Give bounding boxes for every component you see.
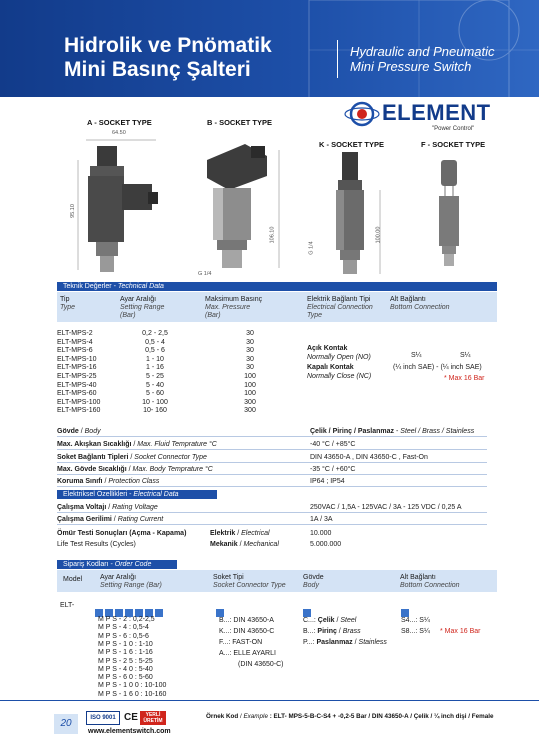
col-setting-range: Ayar Aralığı Setting Range (Bar) [120, 296, 165, 319]
order-code-line: M P S - 4 0 : 5-40 [98, 665, 153, 673]
product-drawing-f [425, 150, 485, 280]
closed-contact-en: Normally Close (NC) [307, 373, 372, 380]
order-socket-item: F...: FAST-ON [219, 639, 263, 646]
dim-a-width: 64.50 [112, 130, 126, 136]
col-type: Tip Type [60, 296, 76, 311]
order-col-range: Ayar Aralığı Setting Range (Bar) [100, 574, 162, 589]
tech-row-max: 30 [246, 347, 254, 355]
order-col-model: Model [63, 576, 83, 583]
order-socket-item: K...: DIN 43650-C [219, 628, 275, 635]
iso-certificate-badge: ISO 9001 [86, 711, 120, 725]
section-technical-data: Teknik Değerler - Technical Data [57, 282, 497, 291]
order-code-line: M P S - 1 6 0 : 10-160 [98, 690, 167, 698]
tech-row-max: 30 [246, 330, 254, 337]
order-code-line: M P S - 2 5 : 5-25 [98, 657, 153, 665]
closed-contact-label: Kapalı Kontak [307, 364, 354, 371]
electrical-voltage: Çalışma Voltajı / Rating Voltage 250VAC / 1,5A - 125VAC / 3A - 125 VDC / 0,25 A [57, 502, 487, 513]
tech-row-range: 10- 160 [143, 407, 167, 415]
order-socket-item: A...: ELLE AYARLI [219, 650, 276, 657]
bottom-desc: (¼ inch SAE) - (¼ inch SAE) [393, 364, 482, 371]
tech-row-type: ELT-MPS-160 [57, 407, 101, 415]
feature-protection: Koruma Sınıfı / Protection Class IP64 ; IP54 [57, 476, 487, 487]
page-number: 20 [54, 714, 78, 734]
tech-row-type: ELT-MPS-2 [57, 330, 93, 337]
tech-row-type: ELT-MPS-10 [57, 355, 97, 363]
open-contact-label: Açık Kontak [307, 345, 348, 352]
dim-k-thread: G 1/4 [308, 241, 315, 255]
electrical-current: Çalışma Gerilimi / Rating Current 1A / 3A [57, 514, 487, 525]
tech-row-range: 5 - 40 [146, 381, 164, 389]
tech-row-type: ELT-MPS-60 [57, 390, 97, 398]
order-code-line: M P S - 4 : 0,5-4 [98, 624, 149, 632]
tech-row-type: ELT-MPS-100 [57, 398, 101, 406]
col-bottom-connection: Alt Bağlantı Bottom Connection [390, 296, 450, 311]
order-code-line: M P S - 6 0 : 5-60 [98, 674, 153, 682]
tech-row-range: 10 - 100 [142, 398, 168, 406]
bottom-note: * Max 16 Bar [444, 375, 485, 382]
page-title-turkish: Hidrolik ve Pnömatik Mini Basınç Şalteri [64, 34, 272, 81]
socket-label-f: F - SOCKET TYPE [421, 140, 486, 149]
tech-row-max: 100 [244, 390, 256, 398]
order-body-item: C...: Çelik / Steel [303, 617, 357, 624]
col-max-pressure: Maksimum Basınç Max. Pressure (Bar) [205, 296, 263, 319]
product-drawing-k [320, 150, 400, 280]
tech-row-range: 0,2 - 2,5 [142, 330, 168, 337]
dim-b-height: 106.10 [269, 226, 276, 244]
tech-row-max: 30 [246, 364, 254, 372]
life-mechanical-value: 5.000.000 [310, 541, 342, 548]
tech-row-range: 1 - 10 [146, 355, 164, 363]
open-contact-en: Normally Open (NO) [307, 354, 371, 361]
socket-label-a: A - SOCKET TYPE [87, 118, 152, 127]
bottom-s2: S¼ [460, 352, 471, 359]
order-code-line: M P S - 2 : 0,2-2,5 [98, 616, 155, 623]
dim-k-height: 100.00 [375, 226, 382, 244]
life-mechanical: Mekanik / Mechanical [210, 541, 279, 548]
tech-row-max: 100 [244, 381, 256, 389]
socket-label-k: K - SOCKET TYPE [319, 140, 385, 149]
tech-row-max: 300 [244, 407, 256, 415]
title-divider [337, 40, 338, 78]
life-electrical-value: 10.000 [310, 530, 332, 537]
order-code-line: M P S - 1 6 : 1-16 [98, 649, 153, 657]
order-body-item: P...: Paslanmaz / Stainless [303, 639, 387, 646]
tech-row-max: 30 [246, 338, 254, 346]
tech-row-type: ELT-MPS-16 [57, 364, 97, 372]
feature-fluid-temp: Max. Akışkan Sıcaklığı / Max. Fluid Temprature °C -40 °C / +85°C [57, 439, 487, 450]
order-code-line: M P S - 1 0 : 1-10 [98, 640, 153, 648]
dim-b-thread: G 1/4 [198, 271, 212, 277]
section-electrical-data: Elektriksel Özellikleri - Electrical Data [57, 490, 217, 499]
order-col-body: Gövde Body [303, 574, 324, 589]
life-test-en: Life Test Results (Cycles) [57, 541, 136, 548]
logo-tagline: "Power Control" [432, 126, 475, 132]
tech-row-type: ELT-MPS-6 [57, 347, 93, 355]
tech-row-max: 30 [246, 355, 254, 363]
tech-row-range: 0,5 - 6 [145, 347, 165, 355]
order-model-prefix: ELT- [60, 602, 75, 609]
page-title-english: Hydraulic and Pneumatic Mini Pressure Switch [350, 44, 495, 74]
feature-body: Gövde / Body Çelik / Pirinç / Paslanmaz - Steel / Brass / Stainless [57, 426, 487, 437]
order-code-line: M P S - 6 : 0,5-6 [98, 632, 149, 640]
life-electrical: Elektrik / Electrical [210, 530, 270, 537]
logo-wordmark: ELEMENT [382, 100, 491, 125]
order-body-item: B...: Pirinç / Brass [303, 628, 361, 635]
tech-row-range: 5 - 25 [146, 373, 164, 380]
order-code-line: M P S - 1 0 0 : 10-100 [98, 682, 167, 690]
order-bottom-note: * Max 16 Bar [440, 628, 481, 635]
order-socket-item: B...: DIN 43650-A [219, 617, 274, 624]
life-test-label: Ömür Testi Sonuçları (Açma - Kapama) [57, 530, 187, 537]
socket-label-b: B - SOCKET TYPE [207, 118, 273, 127]
feature-body-temp: Max. Gövde Sıcaklığı / Max. Body Temprature °C -35 °C / +60°C [57, 464, 487, 475]
example-code: Örnek Kod / Example : ELT- MPS-5-B-C-S4 + -0,2-5 Bar / DIN 43650-A / Çelik / ¼ inch dişi / Female [206, 713, 494, 720]
website-link[interactable]: www.elementswitch.com [88, 728, 171, 735]
tech-row-range: 0,5 - 4 [145, 338, 165, 346]
tech-row-type: ELT-MPS-25 [57, 373, 97, 380]
tech-row-max: 300 [244, 398, 256, 406]
footer-line [0, 700, 539, 701]
tech-row-range: 5 - 60 [146, 390, 164, 398]
col-electrical-connection: Elektrik Bağlantı Tipi Electrical Connection Type [307, 296, 373, 319]
product-drawing-a [70, 130, 180, 280]
section-order-code: Sipariş Kodları - Order Code [57, 560, 177, 569]
tech-row-range: 1 - 16 [146, 364, 164, 372]
tech-row-type: ELT-MPS-40 [57, 381, 97, 389]
order-bottom-1: S4...: S¼ [401, 617, 430, 624]
product-drawing-b [195, 130, 290, 280]
order-bottom-2: S8...: S¼ [401, 628, 430, 635]
feature-socket-types: Soket Bağlantı Tipleri / Socket Connector Type DIN 43650-A , DIN 43650-C , Fast-On [57, 452, 487, 463]
header-banner [0, 0, 539, 97]
local-production-badge: YERLİ ÜRETİM [140, 711, 166, 725]
ce-mark: CE [124, 712, 138, 723]
tech-row-max: 100 [244, 373, 256, 380]
tech-row-type: ELT-MPS-4 [57, 338, 93, 346]
bottom-s1: S¼ [411, 352, 422, 359]
order-col-socket: Soket Tipi Socket Connector Type [213, 574, 286, 589]
dim-a-height: 95.10 [69, 204, 76, 218]
order-col-bottom: Alt Bağlantı Bottom Connection [400, 574, 460, 589]
order-socket-item: (DIN 43650-C) [238, 661, 284, 668]
